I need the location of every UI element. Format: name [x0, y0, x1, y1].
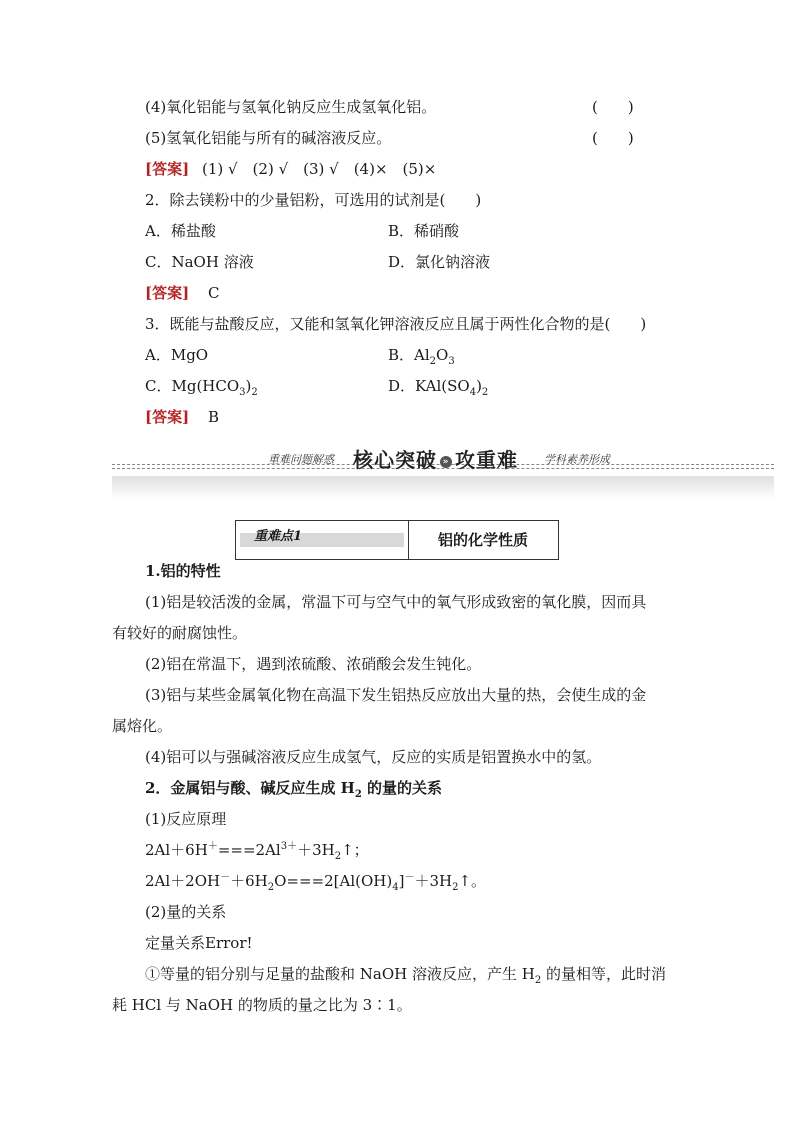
subscript: 2: [452, 882, 459, 893]
q3-option-a: A．MgO: [145, 346, 209, 364]
text: ↑。: [458, 872, 487, 890]
superscript: －: [404, 872, 415, 883]
subscript: 4: [469, 387, 477, 398]
answer-text: B: [207, 408, 220, 426]
text: ＋6H: [230, 872, 268, 890]
subscript: 2: [481, 387, 489, 398]
banner-title-part2: 攻重难: [455, 448, 518, 472]
subscript: 2: [354, 789, 362, 800]
section1-para3-line1: (3)铝与某些金属氧化物在高温下发生铝热反应放出大量的热，会使生成的金: [145, 686, 647, 704]
text: ＋3H: [414, 872, 453, 890]
text: ): [245, 377, 252, 395]
text: ①等量的铝分别与足量的盐酸和 NaOH 溶液反应，产生 H: [145, 965, 535, 983]
text: C．Mg(HCO: [145, 377, 240, 395]
section-banner: [112, 444, 774, 474]
text: 的量的关系: [361, 779, 443, 797]
conclusion-1-line2: 耗 HCl 与 NaOH 的物质的量之比为 3∶1。: [112, 996, 412, 1014]
answer-tag: [答案]: [145, 160, 190, 178]
subscript: 2: [534, 975, 542, 986]
keypoint-label: 重难点1: [254, 529, 303, 544]
banner-shade: [112, 476, 774, 500]
text: D．KAl(SO: [388, 377, 470, 395]
text: O===2[Al(OH): [274, 872, 393, 890]
q3-option-d: [388, 375, 488, 397]
text: B．Al: [388, 346, 430, 364]
subscript: 2: [334, 851, 342, 862]
section2-sub1: (1)反应原理: [145, 810, 227, 828]
text: ]: [398, 872, 405, 890]
banner-right-caption: 学科素养形成: [544, 453, 610, 466]
q1-item-5-blank: ( ): [592, 129, 634, 147]
q2-option-c: C．NaOH 溶液: [145, 253, 254, 271]
q2-answer: [145, 282, 219, 304]
text: ↑；: [341, 841, 369, 859]
section1-para3-line2: 属熔化。: [112, 717, 173, 735]
text: ＋3H: [297, 841, 335, 859]
arrow-right-icon: »: [440, 456, 452, 468]
answer-tag: [答案]: [145, 408, 190, 426]
q1-item-5: (5)氢氧化铝能与所有的碱溶液反应。: [145, 129, 392, 147]
quantitative-relation: 定量关系Error!: [145, 934, 253, 952]
q2-option-b: B．稀硝酸: [388, 222, 460, 240]
q3-answer: [145, 406, 219, 428]
q1-item-4: (4)氧化铝能与氢氧化钠反应生成氢氧化铝。: [145, 98, 437, 116]
superscript: －: [220, 872, 231, 883]
section2-heading: [145, 777, 442, 799]
q1-item-4-blank: ( ): [592, 98, 634, 116]
section1-para4: (4)铝可以与强碱溶液反应生成氢气，反应的实质是铝置换水中的氢。: [145, 748, 602, 766]
q3-option-c: [145, 375, 258, 397]
subscript: 3: [448, 356, 455, 367]
text: O: [436, 346, 449, 364]
superscript: 3＋: [280, 841, 298, 852]
section1-heading: 1.铝的特性: [145, 562, 221, 580]
subscript: 2: [429, 356, 437, 367]
q2-option-a: A．稀盐酸: [145, 222, 216, 240]
equation-2: [145, 870, 486, 892]
keypoint-title: 铝的化学性质: [437, 531, 528, 549]
text: ===2Al: [217, 841, 281, 859]
banner-title-part1: 核心突破: [353, 448, 437, 472]
subscript: 2: [251, 387, 258, 398]
q2-option-d: D．氯化钠溶液: [388, 253, 491, 271]
q3-stem: 3．既能与盐酸反应，又能和氢氧化钾溶液反应且属于两性化合物的是( ): [145, 315, 647, 333]
section2-sub2: (2)量的关系: [145, 903, 227, 921]
text: 的量相等，此时消: [541, 965, 666, 983]
text: 2．金属铝与酸、碱反应生成 H: [145, 779, 355, 797]
section1-para1-line2: 有较好的耐腐蚀性。: [112, 624, 248, 642]
text: ): [476, 377, 482, 395]
q1-answer: [145, 158, 436, 180]
keypoint-box: [235, 520, 559, 560]
banner-title: [353, 444, 518, 473]
subscript: 4: [392, 882, 399, 893]
subscript: 3: [239, 387, 246, 398]
q3-option-b: [388, 344, 455, 366]
answer-text: (1) √ (2) √ (3) √ (4)× (5)×: [201, 160, 437, 178]
answer-tag: [答案]: [145, 284, 190, 302]
section1-para1-line1: (1)铝是较活泼的金属，常温下可与空气中的氧气形成致密的氧化膜，因而具: [145, 593, 647, 611]
text: 2Al＋2OH: [145, 872, 221, 890]
section1-para2: (2)铝在常温下，遇到浓硫酸、浓硝酸会发生钝化。: [145, 655, 482, 673]
answer-text: C: [207, 284, 220, 302]
conclusion-1-line1: [145, 963, 666, 985]
q2-stem: 2．除去镁粉中的少量铝粉，可选用的试剂是( ): [145, 191, 482, 209]
keypoint-label-cell: [236, 521, 409, 559]
equation-1: [145, 839, 369, 861]
banner-left-caption: 重难问题解惑: [268, 453, 334, 466]
superscript: ＋: [207, 841, 218, 852]
subscript: 2: [267, 882, 275, 893]
text: 2Al＋6H: [145, 841, 208, 859]
